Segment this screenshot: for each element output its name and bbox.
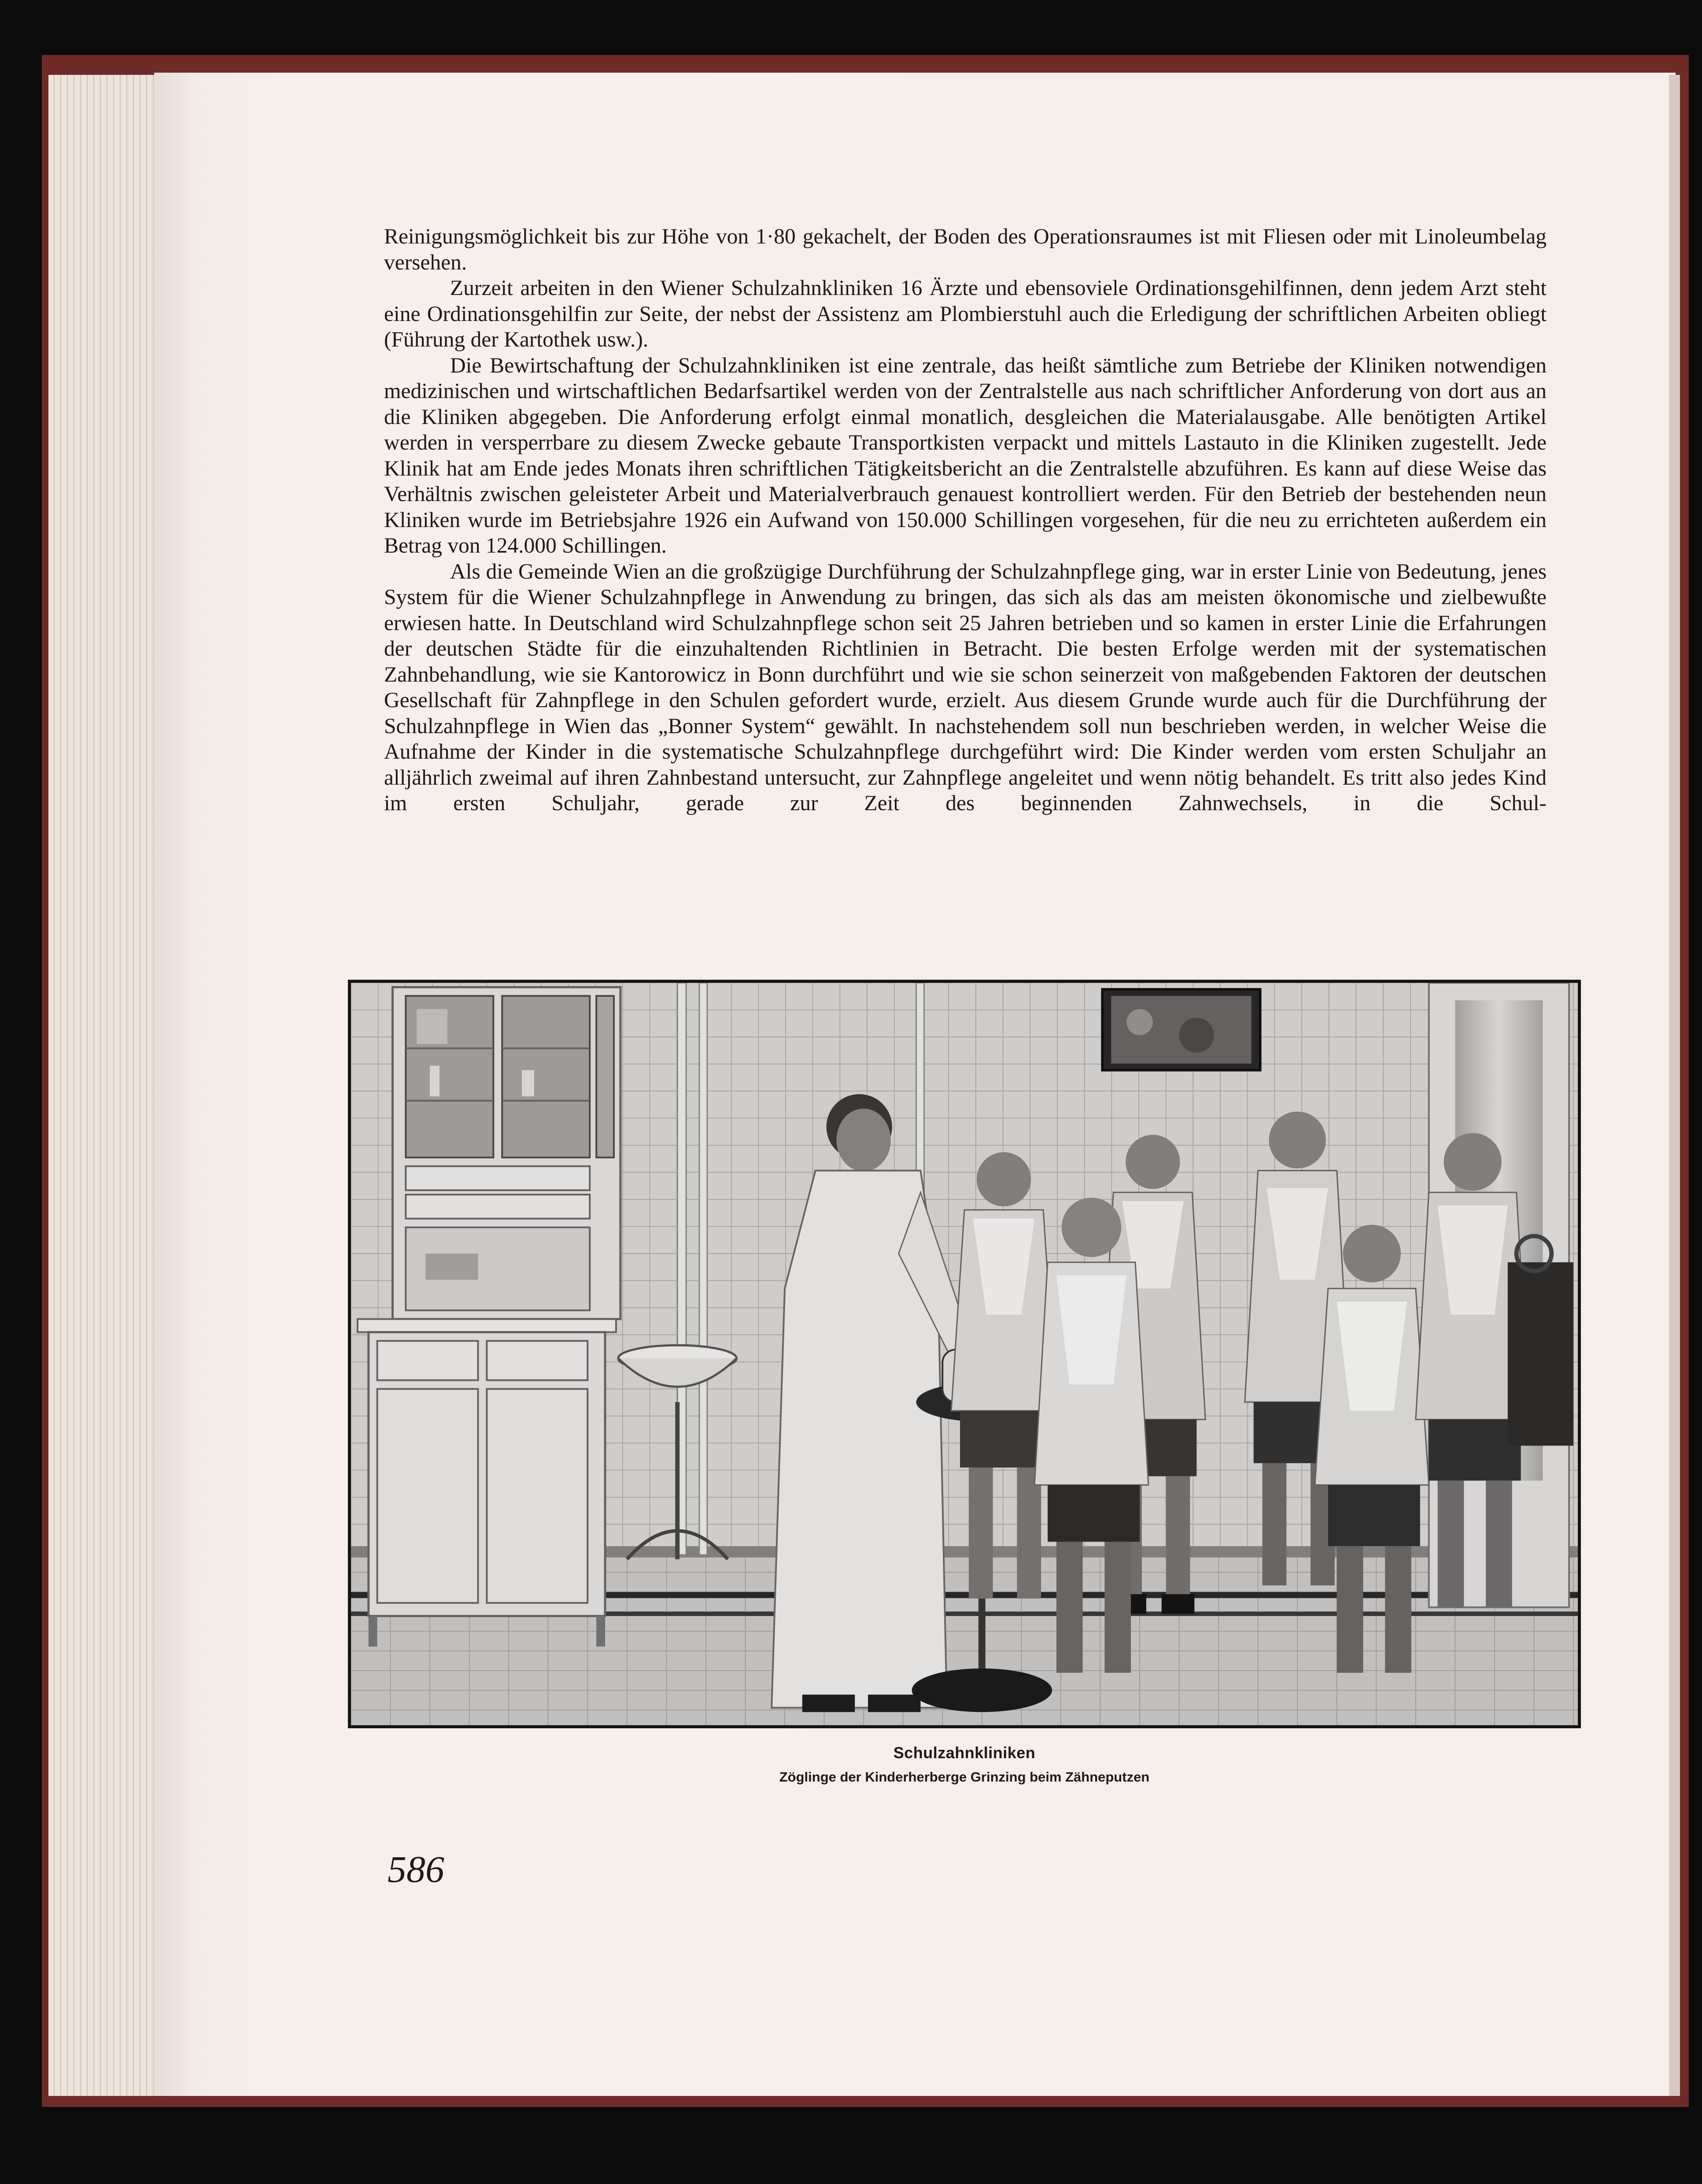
body-text [384, 224, 1547, 816]
page-right-edge [1669, 75, 1680, 2096]
page-stack-edges [48, 75, 159, 2096]
paragraph-3: Die Bewirtschaftung der Schulzahnkliniken ist eine zentrale, das heißt sämtliche zum Betriebe der Kliniken notwendigen medizinischen und wirtschaftlichen Bedarfsartikel werden von der Zentralstelle aus nach schriftlicher Anforderung von dort aus an die Kliniken abgegeben. Die Anforderung erfolgt einmal monatlich, desgleichen die Materialausgabe. Alle benötigten Artikel werden in versperrbare zu diesem Zwecke gebaute Transportkisten verpackt und mittels Lastauto in die Kliniken zugestellt. Jede Klinik hat am Ende jedes Monats ihren schriftlichen Tätigkeitsbericht an die Zentralstelle abzuführen. Es kann auf diese Weise das Verhältnis zwischen geleisteter Arbeit und Materialverbrauch genauest kontrolliert werden. Für den Betrieb der bestehenden neun Kliniken wurde im Betriebsjahre 1926 ein Aufwand von 150.000 Schillingen vorgesehen, für die neu zu errichteten außerdem ein Betrag von 124.000 Schillingen. [384, 353, 1547, 557]
paragraph-4: Als die Gemeinde Wien an die großzügige Durchführung der Schulzahnpflege ging, war in erster Linie von Bedeutung, jenes System für die Wiener Schulzahnpflege in Anwendung zu bringen, das sich als das am meisten ökonomische und zielbewußte erwiesen hatte. In Deutschland wird Schulzahnpflege schon seit 25 Jahren betrieben und so kamen in erster Linie die Erfahrungen der deutschen Städte für die einzuhaltenden Richtlinien in Betracht. Die besten Erfolge werden mit der systematischen Zahnbehandlung, wie sie Kantorowicz in Bonn durchführt und wie sie schon seinerzeit von maßgebenden Faktoren der deutschen Gesellschaft für Zahnpflege in den Schulen gefordert wurde, erzielt. Aus diesem Grunde wurde auch für die Durchführung der Schulzahnpflege in Wien das „Bonner System“ gewählt. In nachstehendem soll nun beschrieben werden, in welcher Weise die Aufnahme der Kinder in die systematische Schulzahnpflege durchgeführt wird: Die Kinder werden vom ersten Schuljahr an alljährlich zweimal auf ihren Zahnbestand untersucht, zur Zahnpflege angeleitet und wenn nötig behandelt. Es tritt also jedes Kind im ersten Schuljahr, gerade zur Zeit des beginnenden Zahnwechsels, in die Schul- [384, 559, 1547, 815]
page-number: 586 [388, 1848, 444, 1890]
figure-caption-subtitle: Zöglinge der Kinderherberge Grinzing beim Zähneputzen [779, 1769, 1150, 1785]
photo-illustration [351, 983, 1578, 1725]
paragraph-1: Reinigungsmöglichkeit bis zur Höhe von 1·80 gekachelt, der Boden des Operationsraumes ist mit Fliesen oder mit Linoleumbelag versehen. [384, 224, 1547, 274]
paragraph-2: Zurzeit arbeiten in den Wiener Schulzahnkliniken 16 Ärzte und ebensoviele Ordinationsgehilfinnen, denn jedem Arzt steht eine Ordinationsgehilfin zur Seite, der nebst der Assistenz am Plombierstuhl auch die Erledigung der schriftlichen Arbeiten obliegt (Führung der Kartothek usw.). [384, 276, 1547, 351]
clinic-photograph [348, 980, 1581, 1728]
figure-caption-title: Schulzahnkliniken [893, 1744, 1036, 1762]
